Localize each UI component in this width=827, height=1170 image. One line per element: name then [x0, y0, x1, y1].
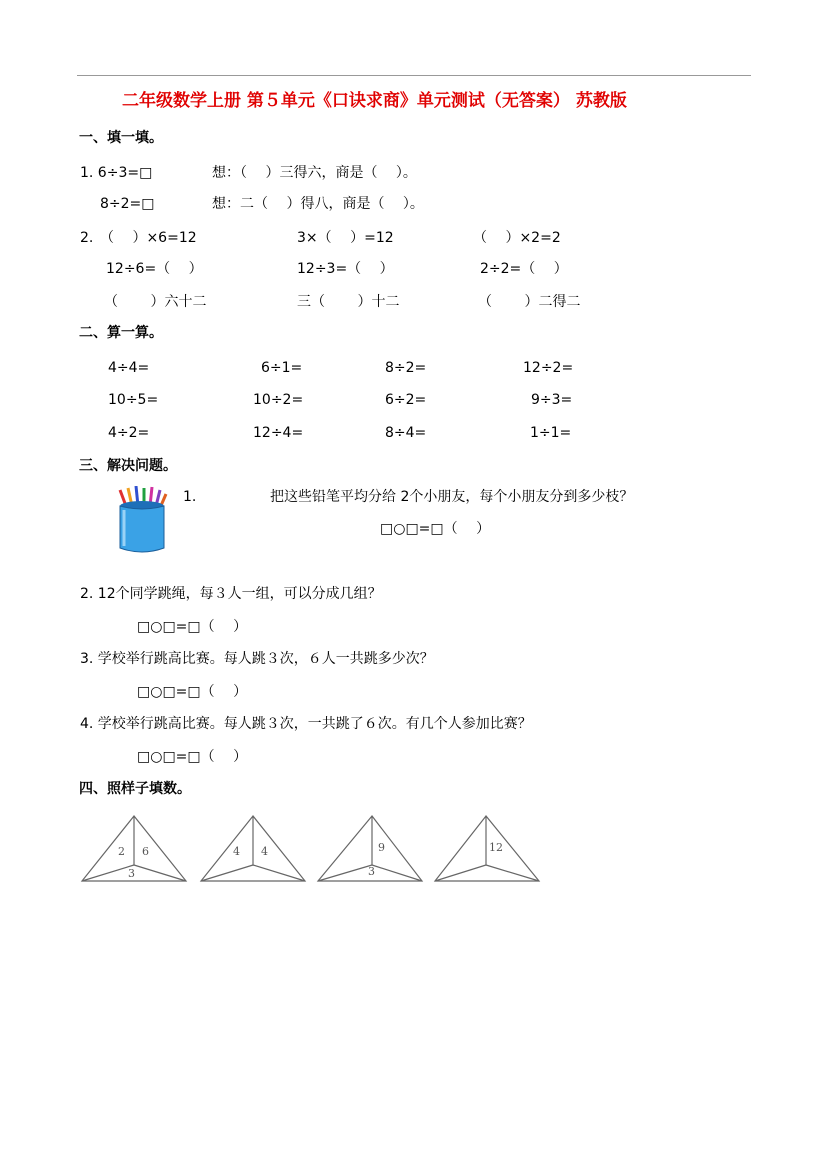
triangle-2 — [199, 813, 309, 885]
calc-r3-c3: 8÷4= — [385, 425, 427, 441]
pencil-cup-icon — [114, 486, 170, 556]
p4-answer-template: □○□=□（ ） — [137, 749, 248, 765]
triangle-2-right: 4 — [261, 845, 268, 858]
calc-r1-c4: 12÷2= — [523, 360, 574, 376]
p1-answer-template: □○□=□（ ） — [380, 521, 491, 537]
triangle-4 — [433, 813, 543, 885]
triangle-1 — [80, 813, 190, 885]
section-follow-example: 四、照样子填数。 — [79, 781, 191, 797]
p1-text: 把这些铅笔平均分给 2个小朋友，每个小朋友分到多少枝？ — [270, 489, 634, 505]
q2-r2-c2: 12÷3=（ ） — [297, 261, 394, 277]
triangle-3-right: 9 — [378, 841, 385, 854]
triangle-1-right: 6 — [142, 845, 149, 858]
q1b-think: 想：二（ ）得八，商是（ ）。 — [212, 196, 424, 212]
section-calculate: 二、算一算。 — [79, 325, 163, 341]
p2-answer-template: □○□=□（ ） — [137, 619, 248, 635]
q1b-expression: 8÷2=□ — [100, 196, 155, 212]
q2-r1-c3: （ ）×2=2 — [473, 230, 561, 246]
q2-r2-c3: 2÷2=（ ） — [480, 261, 568, 277]
p4-text: 4. 学校举行跳高比赛。每人跳３次，一共跳了６次。有几个人参加比赛？ — [80, 716, 532, 732]
calc-r3-c4: 1÷1= — [530, 425, 572, 441]
calc-r2-c1: 10÷5= — [108, 392, 159, 408]
calc-r2-c4: 9÷3= — [531, 392, 573, 408]
calc-r1-c2: 6÷1= — [261, 360, 303, 376]
section-fill-in: 一、填一填。 — [79, 130, 163, 146]
q2-r2-c1: 12÷6=（ ） — [106, 261, 203, 277]
page-title: 二年级数学上册 第５单元《口诀求商》单元测试（无答案） 苏教版 — [122, 91, 627, 111]
p2-text: 2. 12个同学跳绳，每３人一组，可以分成几组？ — [80, 586, 382, 602]
calc-r1-c3: 8÷2= — [385, 360, 427, 376]
calc-r3-c2: 12÷4= — [253, 425, 304, 441]
calc-r1-c1: 4÷4= — [108, 360, 150, 376]
p3-answer-template: □○□=□（ ） — [137, 684, 248, 700]
header-rule — [77, 75, 751, 76]
triangle-1-bottom: 3 — [128, 867, 135, 880]
q2-r1-c2: 3×（ ）=12 — [297, 230, 394, 246]
calc-r3-c1: 4÷2= — [108, 425, 150, 441]
triangle-1-left: 2 — [118, 845, 125, 858]
q2-number: 2. — [80, 230, 94, 246]
q2-r3-c1: （ ）六十二 — [104, 294, 207, 310]
triangle-3-bottom: 3 — [368, 865, 375, 878]
q2-r3-c3: （ ）二得二 — [478, 294, 581, 310]
q1a-think: 想：（ ）三得六，商是（ ）。 — [212, 165, 417, 181]
triangle-2-left: 4 — [233, 845, 240, 858]
calc-r2-c3: 6÷2= — [385, 392, 427, 408]
q1a-expression: 1. 6÷3=□ — [80, 165, 153, 181]
calc-r2-c2: 10÷2= — [253, 392, 304, 408]
triangle-4-right: 12 — [489, 841, 503, 854]
section-word-problems: 三、解决问题。 — [79, 458, 177, 474]
triangle-3 — [316, 813, 426, 885]
q2-r1-c1: （ ）×6=12 — [100, 230, 197, 246]
p3-text: 3. 学校举行跳高比赛。每人跳３次，６人一共跳多少次？ — [80, 651, 434, 667]
q2-r3-c2: 三（ ）十二 — [297, 294, 400, 310]
p1-number: 1. — [183, 489, 197, 505]
